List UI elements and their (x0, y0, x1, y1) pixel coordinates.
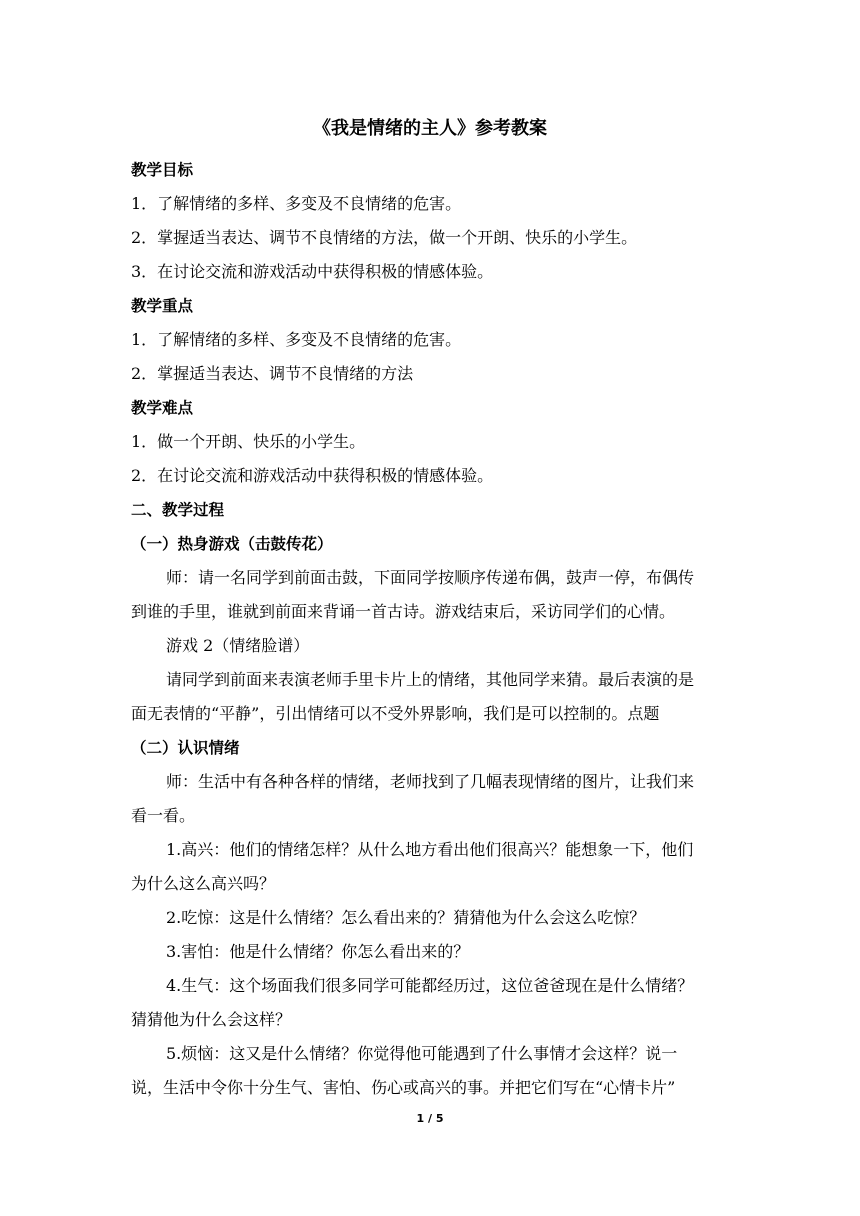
section2-question-5-line-1: 5.烦恼：这又是什么情绪？你觉得他可能遇到了什么事情才会这样？说一 (166, 1044, 678, 1063)
document-body (131, 153, 731, 1105)
page-number: 1 / 5 (416, 1112, 444, 1125)
key-points-item-2: 2．掌握适当表达、调节不良情绪的方法 (131, 364, 414, 383)
section2-question-2: 2.吃惊：这是什么情绪？怎么看出来的？猜猜他为什么会这么吃惊？ (166, 908, 646, 927)
difficulties-item-1: 1．做一个开朗、快乐的小学生。 (131, 432, 366, 451)
section1-paragraph-3-line-2: 面无表情的“平静”，引出情绪可以不受外界影响，我们是可以控制的。点题 (131, 704, 660, 723)
document-title: 《我是情绪的主人》参考教案 (313, 118, 547, 139)
process-heading: 二、教学过程 (131, 501, 225, 519)
section2-question-4-line-2: 猜猜他为什么会这样？ (131, 1010, 292, 1029)
goals-item-2: 2．掌握适当表达、调节不良情绪的方法，做一个开朗、快乐的小学生。 (131, 228, 638, 247)
key-points-heading: 教学重点 (131, 297, 194, 315)
key-points-item-1: 1．了解情绪的多样、多变及不良情绪的危害。 (131, 330, 462, 349)
difficulties-heading: 教学难点 (131, 399, 194, 417)
section2-question-1-line-2: 为什么这么高兴吗？ (131, 874, 276, 893)
section1-paragraph-3-line-1: 请同学到前面来表演老师手里卡片上的情绪，其他同学来猜。最后表演的是 (166, 670, 695, 689)
section2-question-5-line-2: 说，生活中令你十分生气、害怕、伤心或高兴的事。并把它们写在“心情卡片” (131, 1078, 676, 1097)
section2-question-1-line-1: 1.高兴：他们的情绪怎样？从什么地方看出他们很高兴？能想象一下，他们 (166, 840, 694, 859)
goals-item-1: 1．了解情绪的多样、多变及不良情绪的危害。 (131, 194, 462, 213)
section2-paragraph-1-line-2: 看一看。 (131, 806, 196, 825)
section2-question-4-line-1: 4.生气：这个场面我们很多同学可能都经历过，这位爸爸现在是什么情绪？ (166, 976, 694, 995)
section2-question-3: 3.害怕：他是什么情绪？你怎么看出来的？ (166, 942, 470, 961)
section2-paragraph-1-line-1: 师：生活中有各种各样的情绪，老师找到了几幅表现情绪的图片，让我们来 (166, 772, 695, 791)
goals-item-3: 3．在讨论交流和游戏活动中获得积极的情感体验。 (131, 262, 494, 281)
section2-heading: （二）认识情绪 (131, 739, 240, 757)
goals-heading: 教学目标 (131, 161, 194, 179)
section1-paragraph-1-line-1: 师：请一名同学到前面击鼓，下面同学按顺序传递布偶，鼓声一停，布偶传 (166, 568, 695, 587)
section1-heading: （一）热身游戏（击鼓传花） (131, 535, 333, 553)
difficulties-item-2: 2．在讨论交流和游戏活动中获得积极的情感体验。 (131, 466, 494, 485)
section1-paragraph-2: 游戏 2（情绪脸谱） (166, 636, 310, 655)
section1-paragraph-1-line-2: 到谁的手里，谁就到前面来背诵一首古诗。游戏结束后，采访同学们的心情。 (131, 602, 676, 621)
